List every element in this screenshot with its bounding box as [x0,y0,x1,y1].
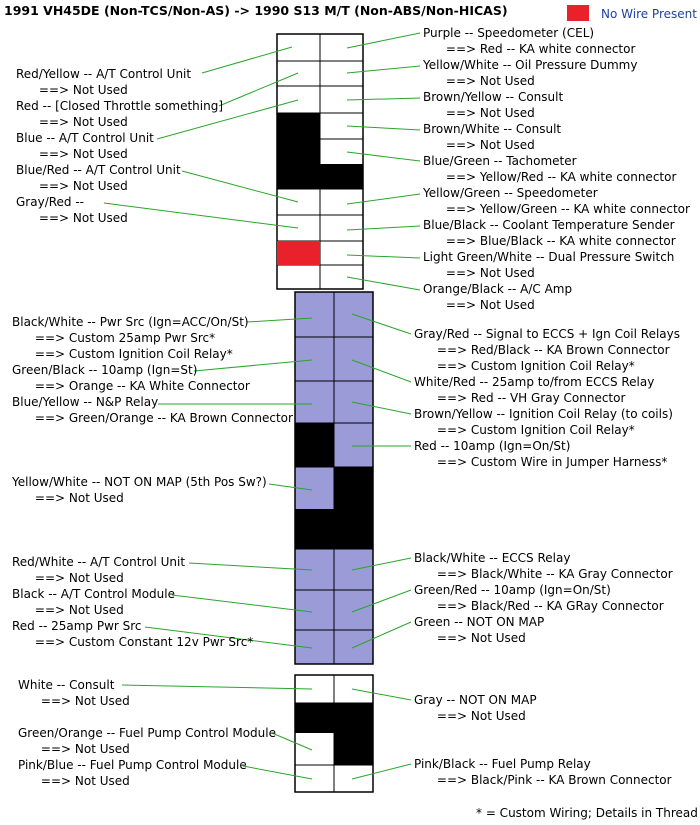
pin-label: Yellow/White -- Oil Pressure Dummy ==> Not Used [423,58,638,88]
c3-empty-cavity [295,703,373,733]
pin-label: Blue/Red -- A/T Control Unit ==> Not Used [16,163,181,193]
pin-label: Blue/Yellow -- N&P Relay ==> Green/Orange -- KA Brown Connector [12,395,293,425]
pin-label: Red -- [Closed Throttle something] ==> Not Used [16,99,223,129]
pin-label: Red/Yellow -- A/T Control Unit ==> Not Used [16,67,192,97]
c2-empty-cavity [334,467,373,509]
pin-label: Purple -- Speedometer (CEL) ==> Red -- KA white connector [423,26,636,56]
leader-line [189,563,312,570]
leader-line [122,685,312,689]
pin-label: Gray -- NOT ON MAP ==> Not Used [414,693,537,723]
pin-label: Green/Red -- 10amp (Ign=On/St) ==> Black/Red -- KA GRay Connector [414,583,664,613]
c1-empty-cavity [320,164,363,189]
pin-label: Pink/Blue -- Fuel Pump Control Module ==> Not Used [18,758,247,788]
pin-label: Brown/White -- Consult ==> Not Used [423,122,562,152]
pin-label: White/Red -- 25amp to/from ECCS Relay ==> Red -- VH Gray Connector [414,375,655,405]
pin-label: Blue/Green -- Tachometer ==> Yellow/Red -- KA white connector [423,154,677,184]
legend-label: No Wire Present [601,7,697,21]
pin-label: Gray/Red -- ==> Not Used [16,195,128,225]
c3-empty-cavity [334,733,373,765]
pin-label: Green/Orange -- Fuel Pump Control Module ==> Not Used [18,726,276,756]
leader-line [172,595,312,612]
pin-label: Black -- A/T Control Module ==> Not Used [12,587,175,617]
pin-label: Green/Black -- 10amp (Ign=St) ==> Orange -- KA White Connector [12,363,250,393]
pin-label: Pink/Black -- Fuel Pump Relay ==> Black/Pink -- KA Brown Connector [414,757,672,787]
pin-label: Red -- 25amp Pwr Src ==> Custom Constant 12v Pwr Src* [12,619,254,649]
pin-label: Green -- NOT ON MAP ==> Not Used [414,615,545,645]
pin-label: Brown/Yellow -- Ignition Coil Relay (to coils) ==> Custom Ignition Coil Relay* [414,407,673,437]
c2-empty-cavity [295,423,334,467]
pin-label: Light Green/White -- Dual Pressure Switch ==> Not Used [423,250,675,280]
pin-label: Black/White -- ECCS Relay ==> Black/White -- KA Gray Connector [414,551,673,581]
pin-label: Black/White -- Pwr Src (Ign=ACC/On/St) ==> Custom 25amp Pwr Src* ==> Custom Ignition Coil Relay* [12,315,249,361]
pin-label: Blue/Black -- Coolant Temperature Sender ==> Blue/Black -- KA white connector [423,218,676,248]
pin-label: White -- Consult ==> Not Used [18,678,130,708]
pin-label: Orange/Black -- A/C Amp ==> Not Used [423,282,573,312]
c1-empty-cavity [277,113,320,189]
footnote: * = Custom Wiring; Details in Thread [476,806,698,820]
pin-label: Blue -- A/T Control Unit ==> Not Used [16,131,154,161]
connector-3 [295,675,373,792]
pin-label: Red -- 10amp (Ign=On/St) ==> Custom Wire in Jumper Harness* [414,439,668,469]
pin-label: Brown/Yellow -- Consult ==> Not Used [423,90,564,120]
c2-empty-cavity [295,509,373,549]
leader-line [104,203,298,228]
pin-label: Gray/Red -- Signal to ECCS + Ign Coil Relays ==> Red/Black -- KA Brown Connector ==> Custom Ignition Coil Relay* [414,327,680,373]
c1-no-wire-cavity [277,241,320,265]
pin-label: Yellow/Green -- Speedometer ==> Yellow/Green -- KA white connector [423,186,690,216]
pin-label: Red/White -- A/T Control Unit ==> Not Used [12,555,186,585]
diagram-title: 1991 VH45DE (Non-TCS/Non-AS) -> 1990 S13 M/T (Non-ABS/Non-HICAS) [4,3,508,18]
pin-label: Yellow/White -- NOT ON MAP (5th Pos Sw?) ==> Not Used [12,475,267,505]
